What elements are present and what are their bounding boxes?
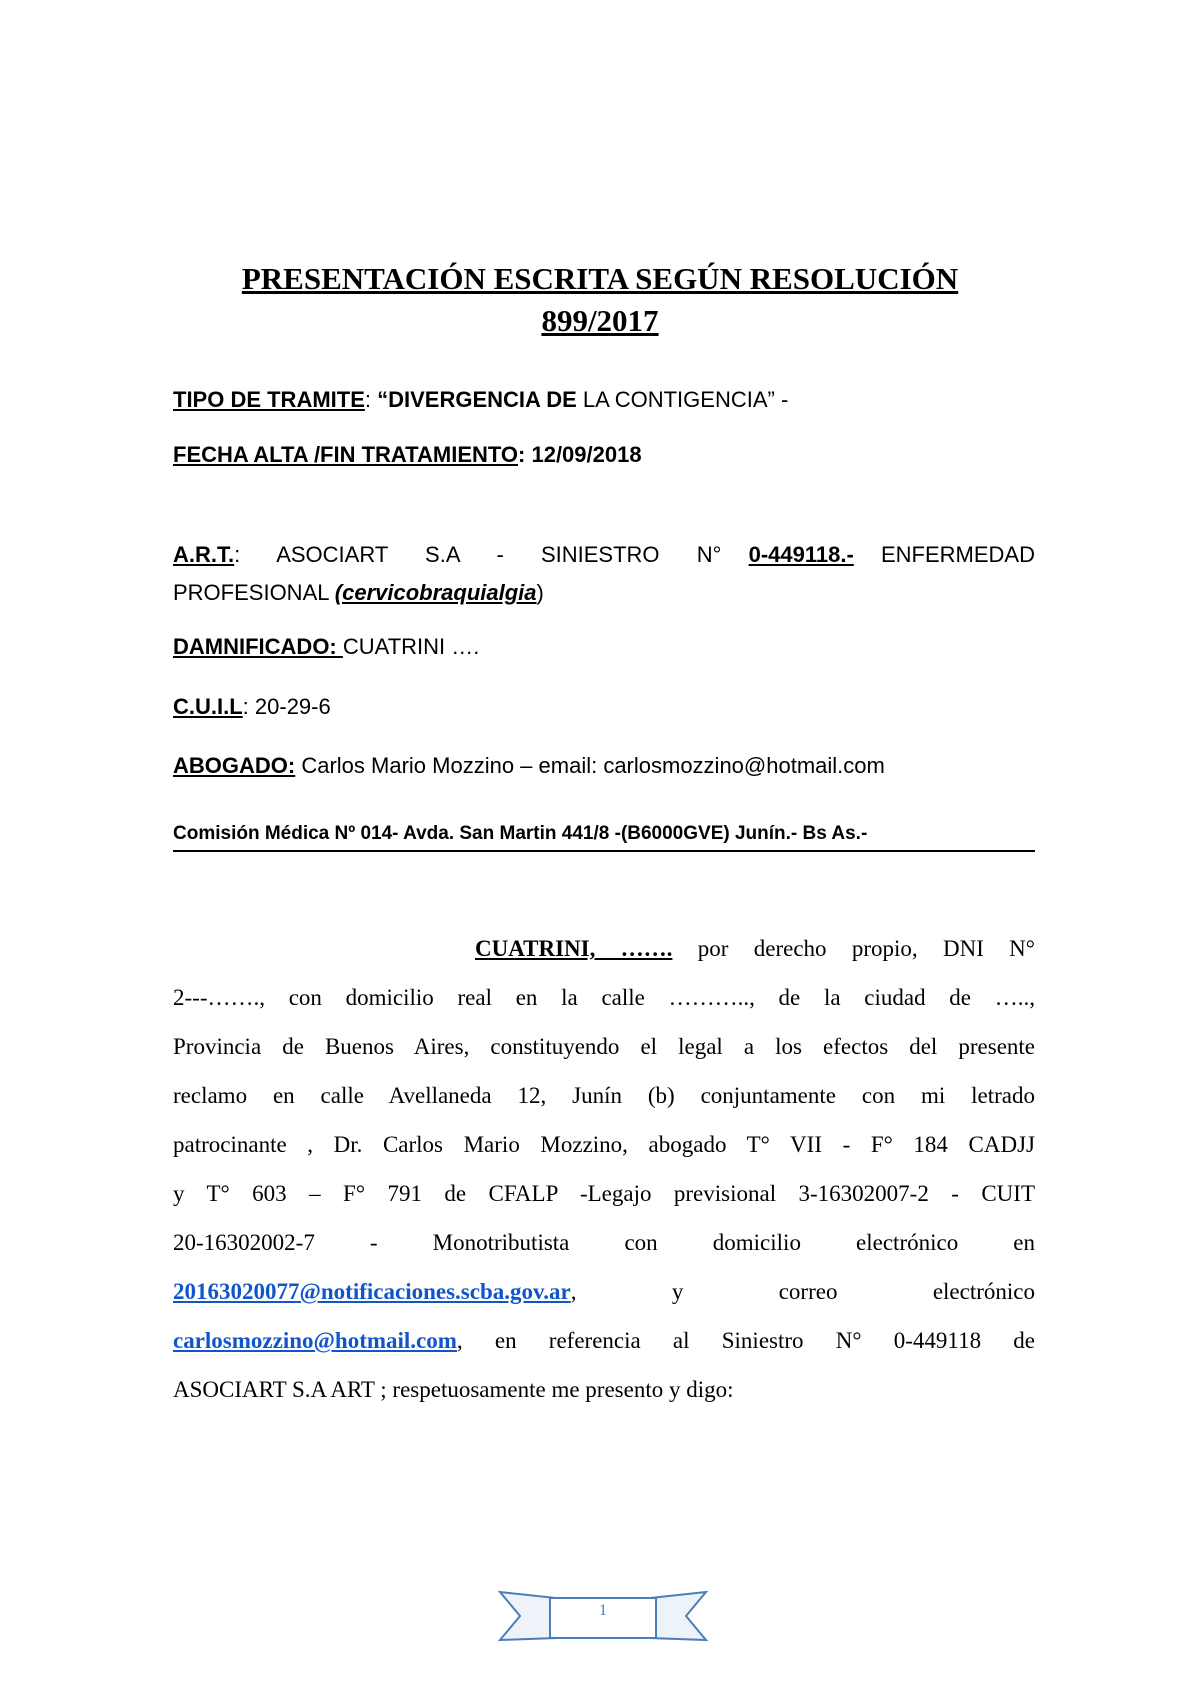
body-line: CUATRINI, ……. por derecho propio, DNI N°: [475, 936, 1035, 961]
field-value: “DIVERGENCIA DE: [377, 387, 583, 412]
body-line: 20163020077@notificaciones.scba.gov.ar, y correo electrónico: [173, 1279, 1035, 1304]
email-link[interactable]: carlosmozzino@hotmail.com: [173, 1328, 457, 1353]
body-line: patrocinante , Dr. Carlos Mario Mozzino, abogado T° VII - F° 184 CADJJ: [173, 1132, 1035, 1157]
field-art-line2: PROFESIONAL (cervicobraquialgia): [173, 580, 544, 605]
field-label: DAMNIFICADO:: [173, 634, 343, 659]
field-label: ABOGADO:: [173, 753, 296, 778]
field-label: C.U.I.L: [173, 694, 243, 719]
body-line: reclamo en calle Avellaneda 12, Junín (b) conjuntamente con mi letrado: [173, 1083, 1035, 1108]
body-line: y T° 603 – F° 791 de CFALP -Legajo previsional 3-16302007-2 - CUIT: [173, 1181, 1035, 1206]
field-cuil: [173, 688, 1035, 726]
field-tipo-tramite: TIPO DE TRAMITE: “DIVERGENCIA DE LA CONTIGENCIA” -: [173, 387, 789, 412]
comision-medica: Comisión Médica Nº 014- Avda. San Martin 441/8 -(B6000GVE) Junín.- Bs As.-: [173, 818, 1035, 852]
body-line: 2---……., con domicilio real en la calle ……….., de la ciudad de …..,: [173, 985, 1035, 1010]
diagnosis: (cervicobraquialgia: [334, 580, 537, 605]
field-damnificado: [173, 628, 1035, 666]
field-label: A.R.T.: [173, 542, 235, 567]
field-value: : 12/09/2018: [518, 442, 642, 467]
page-footer: [498, 1588, 708, 1644]
body-paragraph: [173, 924, 1035, 1414]
field-fecha: [173, 436, 1035, 474]
field-value: CUATRINI ….: [342, 634, 480, 659]
title-line-2: 899/2017: [541, 303, 659, 338]
field-label: TIPO DE TRAMITE: [173, 387, 365, 412]
body-line: carlosmozzino@hotmail.com, en referencia al Siniestro N° 0-449118 de: [173, 1328, 1035, 1353]
notification-email-link[interactable]: 20163020077@notificaciones.scba.gov.ar: [173, 1279, 571, 1304]
claimant-name: CUATRINI, …….: [475, 936, 673, 961]
body-line: 20-16302002-7 - Monotributista con domicilio electrónico en: [173, 1230, 1035, 1255]
field-art: A.R.T.: ASOCIART S.A - SINIESTRO N° 0-449118.- ENFERMEDAD: [173, 542, 1035, 567]
field-value: : 20-29-6: [242, 694, 331, 719]
body-line: Provincia de Buenos Aires, constituyendo el legal a los efectos del presente: [173, 1034, 1035, 1059]
field-label: FECHA ALTA /FIN TRATAMIENTO: [173, 442, 519, 467]
siniestro-number: 0-449118.-: [748, 542, 854, 567]
title-line-1: PRESENTACIÓN ESCRITA SEGÚN RESOLUCIÓN: [241, 261, 959, 296]
field-abogado: [173, 747, 1035, 785]
page-number: 1: [599, 1602, 607, 1619]
body-line: ASOCIART S.A ART ; respetuosamente me presento y digo:: [173, 1377, 734, 1402]
field-value: Carlos Mario Mozzino – email: carlosmozzino@hotmail.com: [295, 753, 885, 778]
